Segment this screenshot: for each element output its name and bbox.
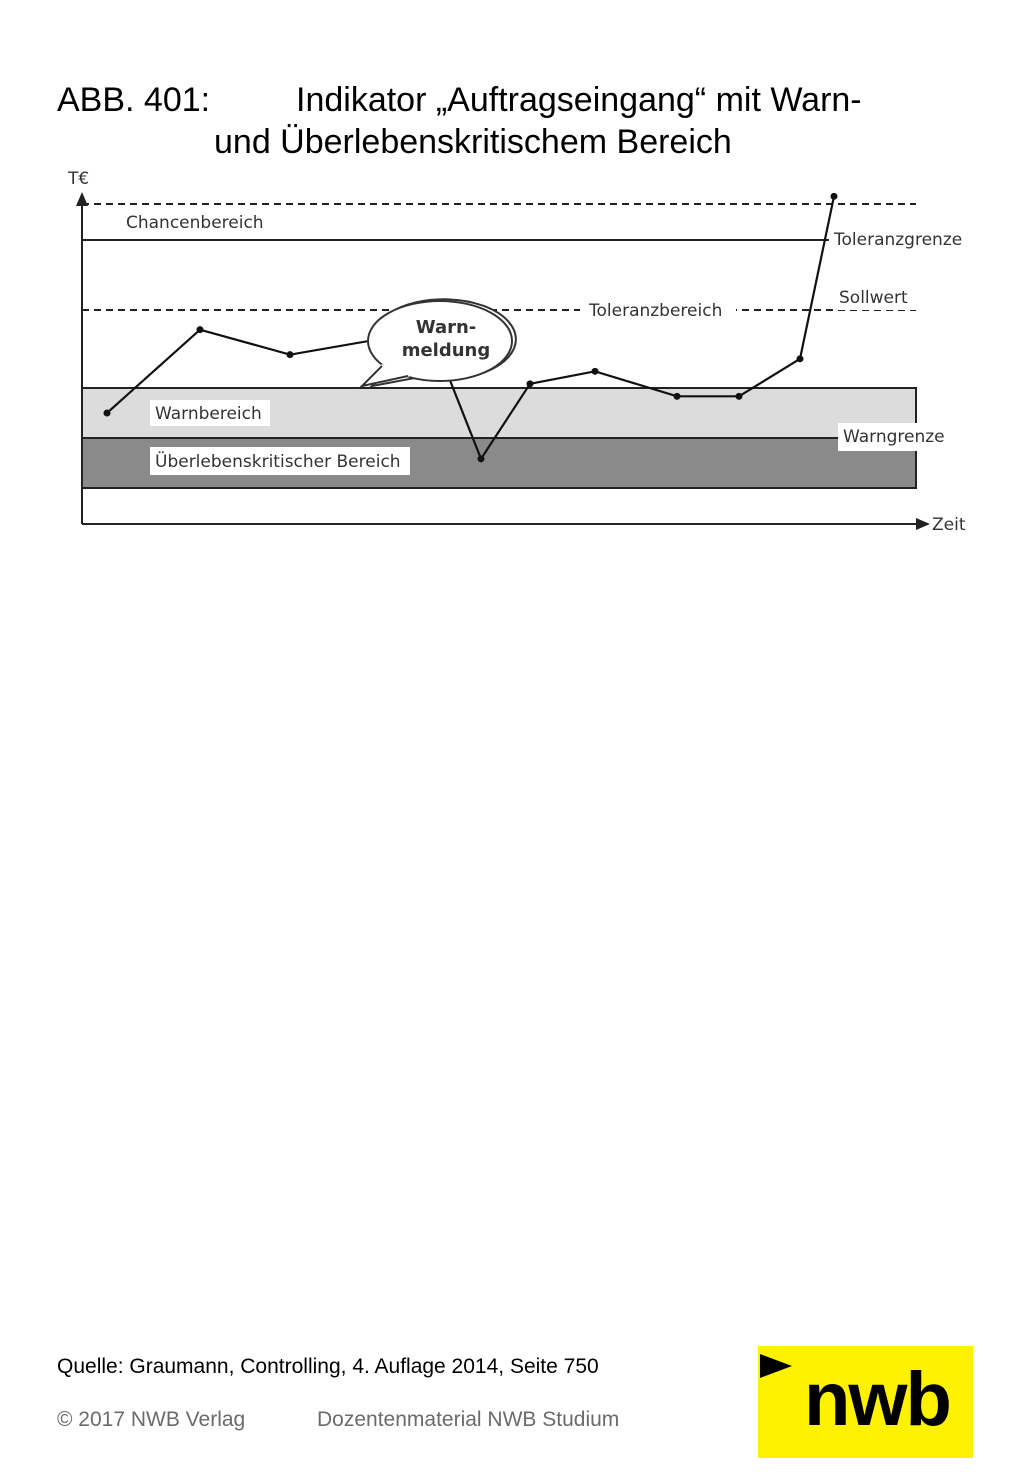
warning-speech-bubble	[362, 299, 516, 386]
data-point-8	[592, 368, 599, 375]
data-point-10	[736, 393, 743, 400]
data-point-9	[674, 393, 681, 400]
label-chancenbereich: Chancenbereich	[126, 213, 264, 233]
x-axis-arrow	[916, 518, 930, 530]
figure-title-line-2: und Überlebenskritischem Bereich	[214, 123, 732, 161]
figure-title-line-1: Indikator „Auftragseingang“ mit Warn-	[296, 81, 862, 119]
bubble-text-line-1: Warn-	[415, 317, 477, 338]
label-warngrenze: Warngrenze	[843, 427, 945, 447]
data-point-7	[527, 380, 534, 387]
x-axis-label: Zeit	[932, 515, 966, 535]
data-point-11	[797, 355, 804, 362]
data-point-12	[831, 193, 838, 200]
data-point-1	[104, 410, 111, 417]
y-axis-label: T€	[68, 169, 90, 189]
label-warnbereich: Warnbereich	[155, 404, 262, 424]
label-ueberlebenskritisch: Überlebenskritischer Bereich	[155, 452, 401, 472]
chart	[0, 160, 1024, 550]
y-axis-arrow	[76, 192, 88, 206]
figure-number: ABB. 401:	[57, 81, 211, 119]
logo-text: nwb	[804, 1357, 950, 1442]
label-toleranzbereich: Toleranzbereich	[589, 301, 723, 321]
footer-material: Dozentenmaterial NWB Studium	[317, 1408, 620, 1431]
data-point-6	[478, 455, 485, 462]
label-toleranzgrenze: Toleranzgrenze	[834, 230, 963, 250]
footer-copyright: © 2017 NWB Verlag	[57, 1408, 246, 1431]
source-citation: Quelle: Graumann, Controlling, 4. Auflage 2014, Seite 750	[57, 1355, 599, 1378]
label-sollwert: Sollwert	[839, 288, 908, 308]
data-point-3	[287, 351, 294, 358]
data-point-2	[197, 326, 204, 333]
logo-arrow-icon	[760, 1354, 792, 1378]
bubble-text-line-2: meldung	[401, 340, 491, 361]
nwb-logo	[758, 1346, 973, 1458]
